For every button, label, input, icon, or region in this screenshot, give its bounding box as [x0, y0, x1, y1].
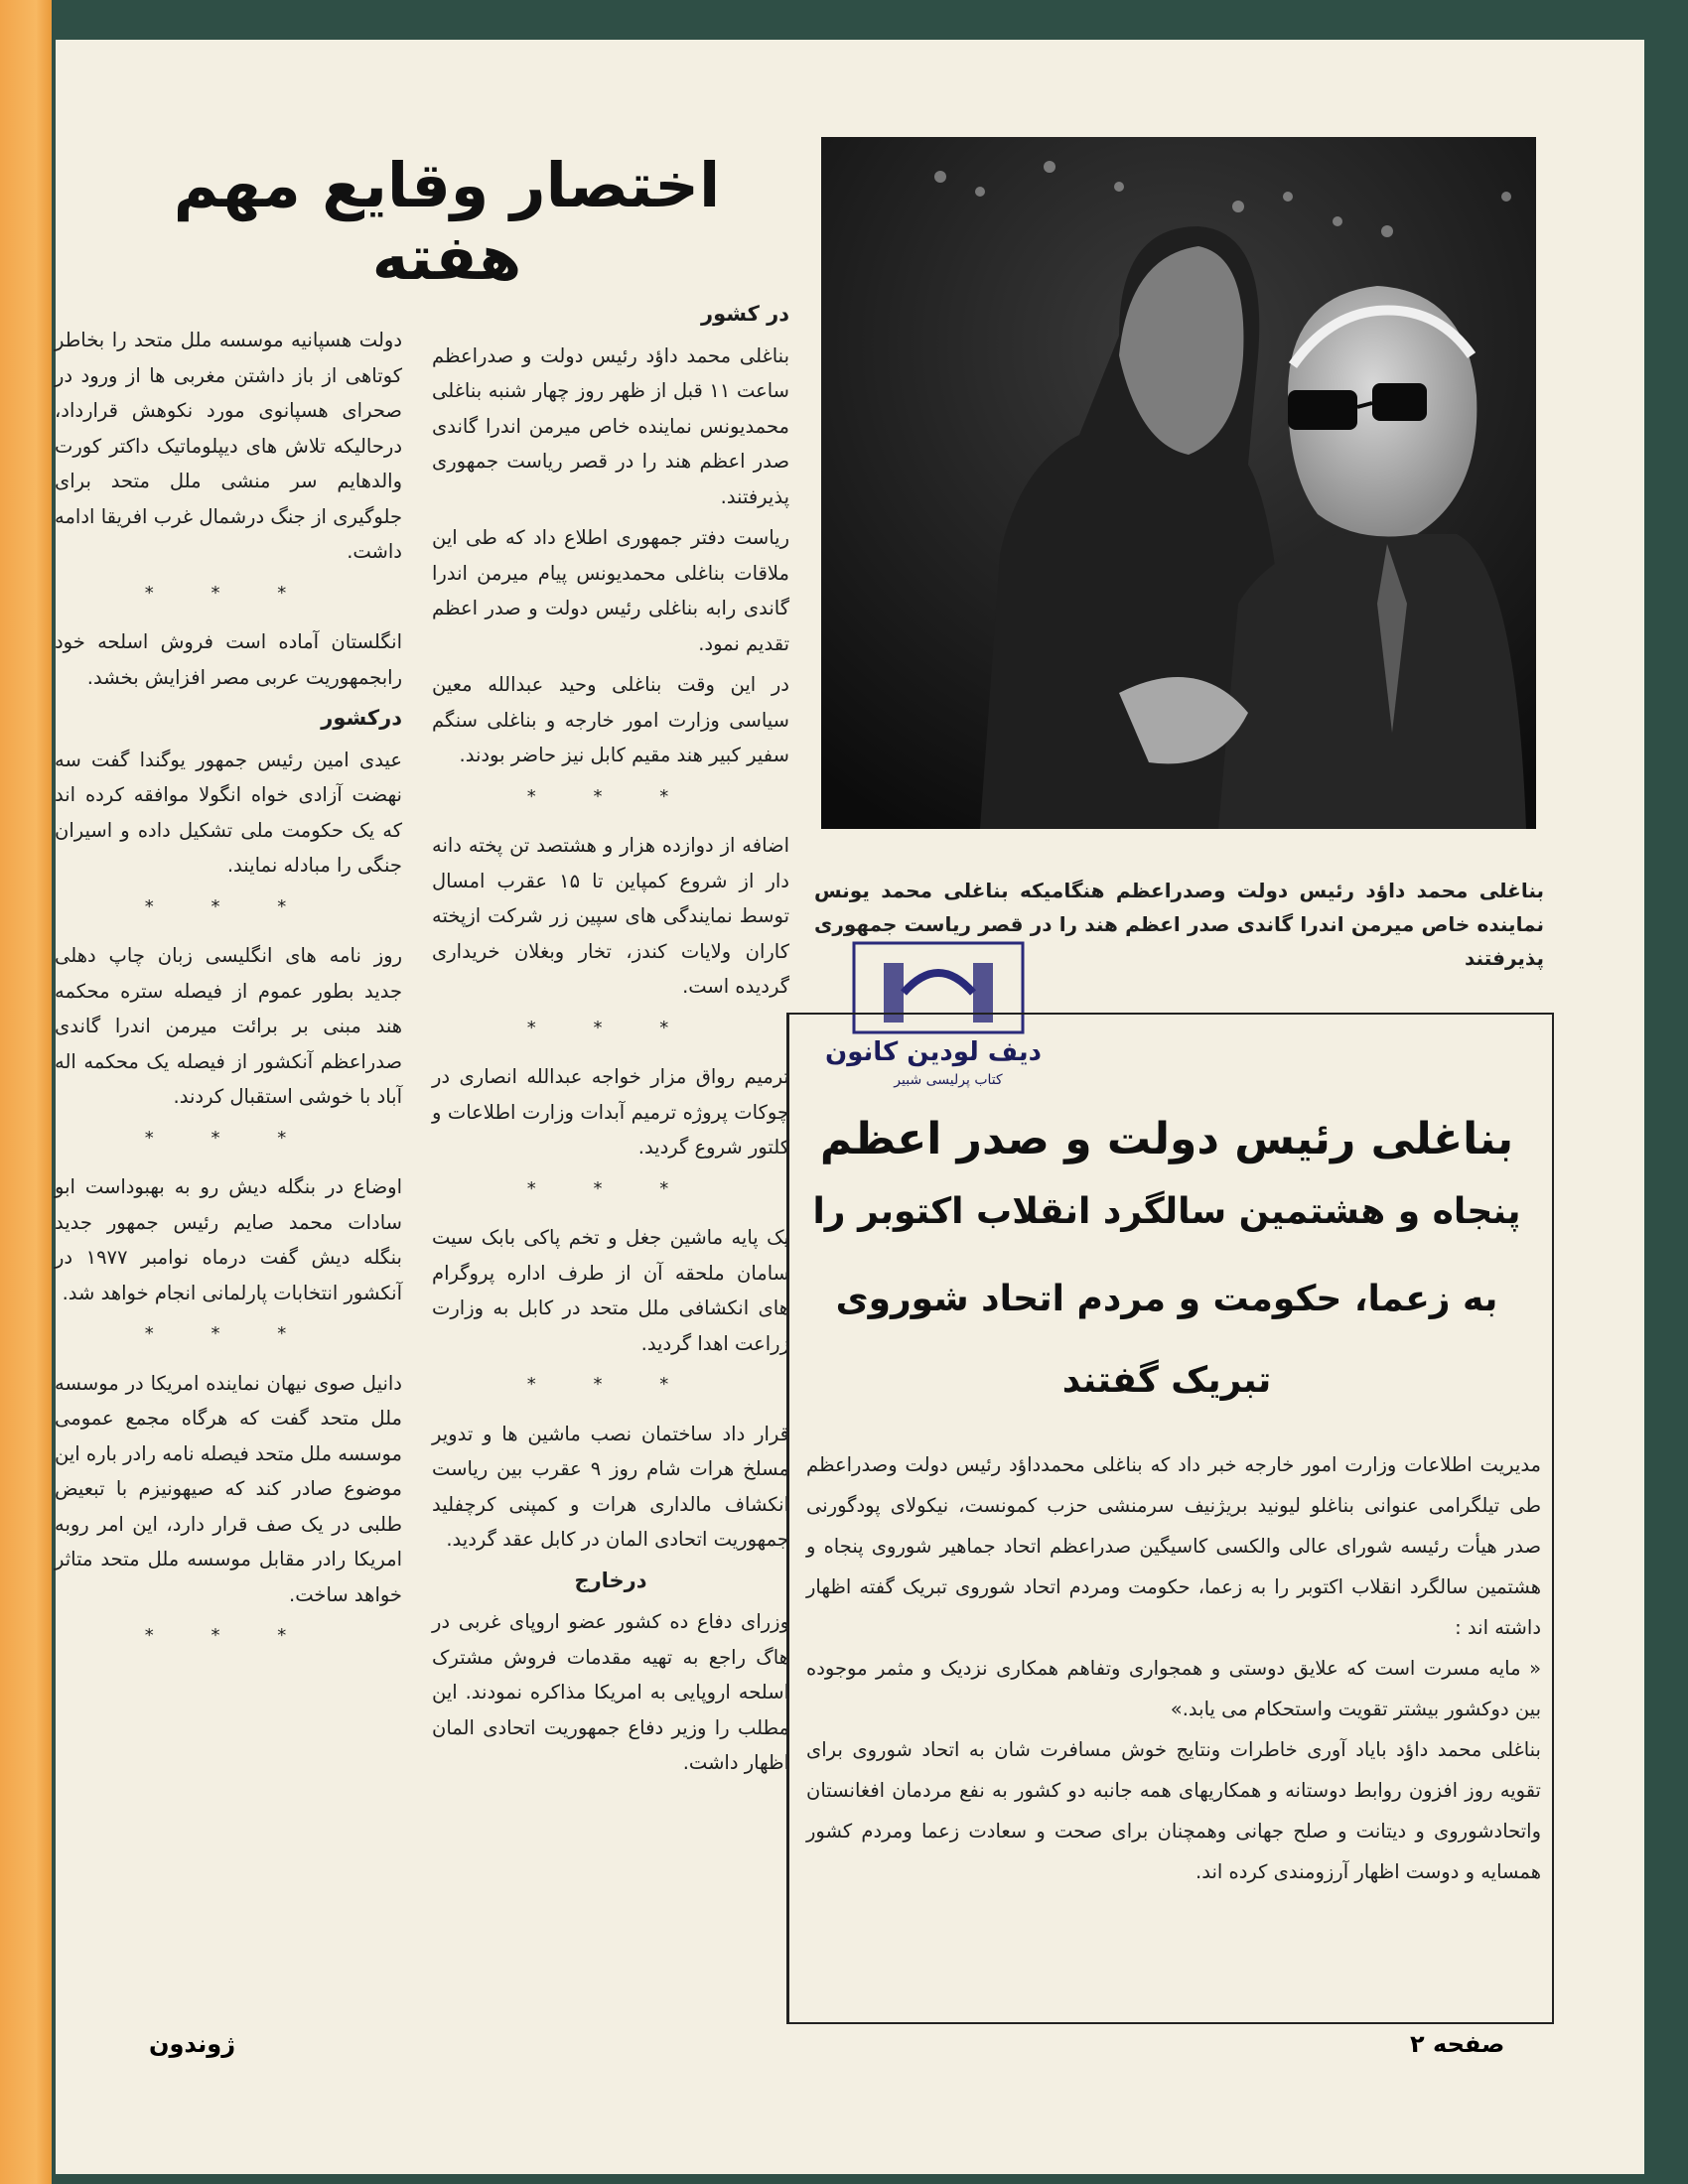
news-item: دانیل صوی نیهان نماینده امریکا در موسسه ملل متحد گفت که هرگاه مجمع عمومی موسسه ملل متحد فیصله نامه رادر باره این موضوع صادر کند که صیهونیزم با تبعیض طلبی در یک صف قرار دارد، این امر روبه امریکا رادر مقابل موسسه ملل متحد متاثر خواهد ساخت. — [55, 1371, 402, 1606]
star-separator: * * * — [144, 895, 313, 917]
news-item: قرار داد ساختمان نصب ماشین ها و تدویر مسلخ هرات شام روز ۹ عقرب بین ریاست انکشاف مالداری هرات و کمپنی کرچفلید جمهوریت اتحادی المان در کابل عقد گردید. — [432, 1422, 789, 1551]
news-item: اوضاع در بنگله دیش رو به بهبوداست ابو سادات محمد صایم رئیس جمهور جدید بنگله دیش گفت درماه نوامبر ۱۹۷۷ در آنکشور انتخابات پارلمانی انجام خواهد شد. — [55, 1175, 402, 1304]
news-column-middle — [432, 293, 789, 1787]
star-separator: * * * — [144, 1625, 313, 1646]
news-item: ترمیم رواق مزار خواجه عبدالله انصاری در چوکات پروژه ترمیم آبدات وزارت اطلاعات و کلتور شروع گردید. — [432, 1065, 789, 1159]
news-item: در این وقت بناغلی وحید عبدالله معین سیاسی وزارت امور خارجه و بناغلی سنگم سفیر کبیر هند مقیم کابل نیز حاضر بودند. — [432, 673, 789, 766]
news-item: یک پایه ماشین جغل و تخم پاکی بابک سیت سامان ملحقه آن از طرف اداره پروگرام های انکشافی ملل متحد در کابل به وزارت زراعت اهدا گردید. — [432, 1226, 789, 1355]
article-title-line-4: تبریک گفتند — [1061, 1360, 1272, 1401]
photo-caption: بناغلی محمد داؤد رئیس دولت وصدراعظم هنگامیکه بناغلی محمد یونس نماینده خاص میرمن اندرا گاندی صدر اعظم هند را در قصر ریاست جمهوری پذیرفتند — [814, 879, 1544, 970]
star-separator: * * * — [526, 785, 695, 807]
section-heading: درکشور — [321, 706, 402, 730]
news-item: ریاست دفتر جمهوری اطلاع داد که طی این ملاقات بناغلی محمدیونس پیام میرمن اندرا گاندی رابه بناغلی رئیس دولت و صدر اعظم تقدیم نمود. — [432, 526, 789, 655]
star-separator: * * * — [144, 582, 313, 604]
photo-illustration — [821, 137, 1536, 829]
section-heading: درخارج — [574, 1568, 647, 1592]
magazine-name: ژوندون — [149, 2030, 236, 2058]
article-quote: « مایه مسرت است که علایق دوستی و همجواری وتفاهم همکاری نزدیک و مثمر موجوده بین دوکشور بیشتر تقویت واستحکام می یابد.» — [806, 1657, 1541, 1720]
page-number: صفحه ۲ — [1410, 2030, 1505, 2058]
star-separator: * * * — [526, 1177, 695, 1199]
article-title-line-1: بناغلی رئیس دولت و صدر اعظم — [819, 1114, 1514, 1164]
star-separator: * * * — [144, 1127, 313, 1149]
article-paragraph: مدیریت اطلاعات وزارت امور خارجه خبر داد که بناغلی محمدداؤد رئیس دولت وصدراعظم طی تیلگرامی عنوانی بناغلو لیونید بریژنیف سرمنشی حزب کمونست، نیکولای پودگورنی صدر هیأت رئیسه شورای عالی والکسی کاسیگین صدراعظم اتحاد جماهیر شوروی پنجاه و هشتمین سالگرد انقلاب اکتوبر را به زعما، حکومت ومردم اتحاد شوروی تبریک گفته اظهار داشته اند : — [806, 1453, 1541, 1639]
news-item: روز نامه های انگلیسی زبان چاپ دهلی جدید بطور عموم از فیصله ستره محکمه هند مبنی بر برائت میرمن اندرا گاندی صدراعظم آنکشور از فیصله یک محکمه اله آباد با خوشی استقبال کردند. — [55, 944, 402, 1108]
stamp-line-2: کتاب پرلیسی شبیر — [894, 1072, 1003, 1088]
news-column-left — [55, 323, 402, 1668]
article-title-line-2: پنجاه و هشتمین سالگرد انقلاب اکتوبر را — [812, 1191, 1521, 1232]
star-separator: * * * — [526, 1374, 695, 1395]
stamp-line-1: دیف لودین کانون — [825, 1037, 1042, 1067]
section-heading: در کشور — [700, 302, 789, 326]
page-headline: اختصار وقایع مهم هفته — [173, 149, 721, 294]
news-item: بناغلی محمد داؤد رئیس دولت و صدراعظم ساعت ۱۱ قبل از ظهر روز چهار شنبه بناغلی محمدیونس نماینده خاص میرمن اندرا گاندی صدر اعظم هند را در قصر ریاست جمهوری پذیرفتند. — [432, 343, 790, 508]
news-item: دولت هسپانیه موسسه ملل متحد را بخاطر کوتاهی از باز داشتن مغربی ها از ورود در صحرای هسپانوی مورد نکوهش قرارداد، درحالیکه تلاش های دیپلوماتیک داکتر کورت والدهایم سر منشی ملل متحد برای جلوگیری از جنگ درشمال غرب افریقا ادامه داشت. — [55, 329, 402, 563]
news-item: وزرای دفاع ده کشور عضو اروپای غربی در هاگ راجع به تهیه مقدمات فروش مشترک اسلحه اروپایی به امریکا مذاکره نمودند. این مطلب را وزیر دفاع جمهوریت اتحادی المان اظهار داشت. — [432, 1610, 789, 1774]
star-separator: * * * — [526, 1017, 695, 1038]
orange-cover-edge — [0, 0, 52, 2184]
star-separator: * * * — [144, 1323, 313, 1344]
news-item: عیدی امین رئیس جمهور یوگندا گفت سه نهضت آزادی خواه انگولا موافقه کرده اند که یک حکومت ملی تشکیل داده و اسیران جنگی را مبادله نمایند. — [55, 748, 402, 877]
article-title-line-3: به زعما، حکومت و مردم اتحاد شوروی — [835, 1279, 1498, 1319]
news-photo — [821, 137, 1536, 829]
news-item: انگلستان آماده است فروش اسلحه خود رابجمهوریت عربی مصر افزایش بخشد. — [55, 630, 402, 689]
news-item: اضافه از دوازده هزار و هشتصد تن پخته دانه دار از شروع کمپاین تا ۱۵ عقرب امسال توسط نمایندگی های سپین زر شرکت ازپخته کاران ولایات کندز، تخار وبغلان خریداری گردیده است. — [432, 834, 789, 998]
article-paragraph: بناغلی محمد داؤد باياد آوری خاطرات ونتایج خوش مسافرت شان به اتحاد شوروی برای تقویه روز افزون روابط دوستانه و همکاریهای همه جانبه دو کشور به نفع مردمان افغانستان واتحادشوروی و دیتانت و صلح جهانی وهمچنان برای صحت و سعادت زعما ومردم کشور همسایه و دوست اظهار آرزومندی کرده اند. — [806, 1738, 1541, 1883]
article-body — [806, 1444, 1541, 1892]
